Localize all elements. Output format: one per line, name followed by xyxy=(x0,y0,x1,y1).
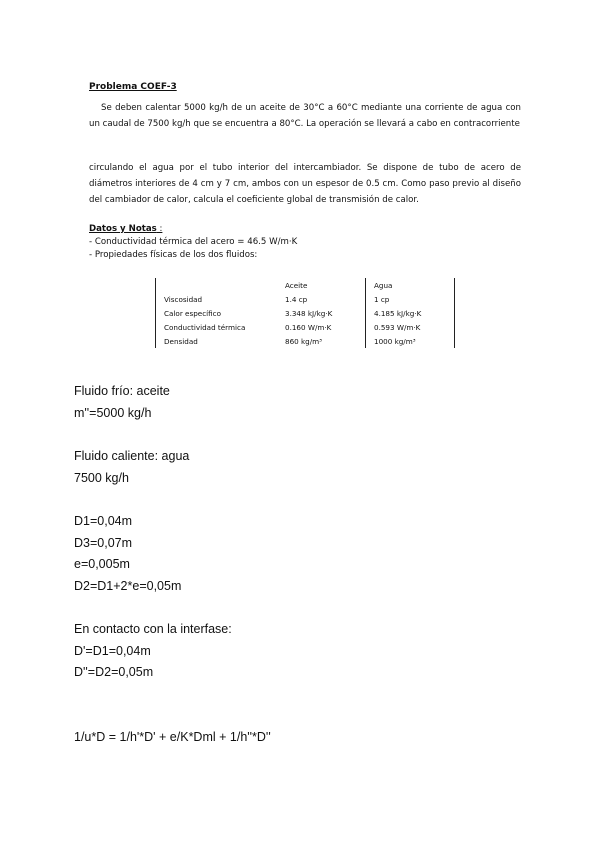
ddprime-line: D''=D2=0,05m xyxy=(74,665,154,679)
table-cell: 3.348 kJ/kg·K xyxy=(285,308,333,318)
notes-title-suffix: : xyxy=(156,224,163,234)
d3-line: D3=0,07m xyxy=(74,535,133,550)
table-cell: Densidad xyxy=(156,334,278,348)
table-row xyxy=(156,306,455,320)
table-header-cell xyxy=(156,278,278,292)
problem-title: Problema COEF-3 xyxy=(89,82,177,92)
d2-line: D2=D1+2*e=0,05m xyxy=(74,578,182,593)
table-cell: Conductividad térmica xyxy=(156,320,278,334)
table-cell: 1.4 cp xyxy=(285,294,308,304)
table-cell: 1 cp xyxy=(366,292,455,306)
notes-heading xyxy=(89,222,521,236)
table-cell: Calor específico xyxy=(156,306,278,320)
cold-fluid-line: Fluido frío: aceite xyxy=(74,384,170,398)
table-header-cell: Agua xyxy=(366,278,455,292)
table-cell: Viscosidad xyxy=(156,292,278,306)
hot-fluid-line: Fluido caliente: agua xyxy=(74,449,190,463)
cold-flow-line: m''=5000 kg/h xyxy=(74,405,152,420)
table-cell: 0.593 W/m·K xyxy=(366,320,455,334)
problem-paragraph-1: Se deben calentar 5000 kg/h de un aceite de 30°C a 60°C mediante una corriente de agua con un caudal de 7500 kg/h que se encuentra a 80°C. La operación se llevará a cabo en contracorriente xyxy=(89,103,521,129)
table-cell: 0.160 W/m·K xyxy=(285,322,332,332)
table-header-row xyxy=(156,278,455,292)
heat-transfer-equation: 1/u*D = 1/h'*D' + e/K*Dml + 1/h''*D'' xyxy=(74,729,271,744)
table-row xyxy=(156,320,455,334)
note-line-2: - Propiedades físicas de los dos fluidos: xyxy=(89,250,258,260)
solution-notes xyxy=(74,381,271,748)
notes-title: Datos y Notas xyxy=(89,224,157,234)
table-row xyxy=(156,292,455,306)
problem-statement xyxy=(89,82,521,262)
d1-line: D1=0,04m xyxy=(74,514,133,528)
table-cell: 860 kg/m³ xyxy=(285,336,323,346)
table-cell: 4.185 kJ/kg·K xyxy=(366,306,455,320)
table-cell: 1000 kg/m³ xyxy=(366,334,455,348)
hot-flow-line: 7500 kg/h xyxy=(74,470,129,485)
table-header-cell: Aceite xyxy=(285,280,308,290)
note-line-1: - Conductividad térmica del acero = 46.5 W/m·K xyxy=(89,237,298,247)
properties-table xyxy=(155,278,455,348)
dprime-line: D'=D1=0,04m xyxy=(74,643,151,658)
problem-paragraph-2: circulando el agua por el tubo interior del intercambiador. Se dispone de tubo de acero de diámetros interiores de 4 cm y 7 cm, ambos con un espesor de 0.5 cm. Como paso previo al diseño del cambiador de calor, calcula el coeficiente global de transmisión de calor. xyxy=(89,163,521,205)
table-row xyxy=(156,334,455,348)
contact-heading: En contacto con la interfase: xyxy=(74,622,232,636)
thickness-line: e=0,005m xyxy=(74,557,130,571)
